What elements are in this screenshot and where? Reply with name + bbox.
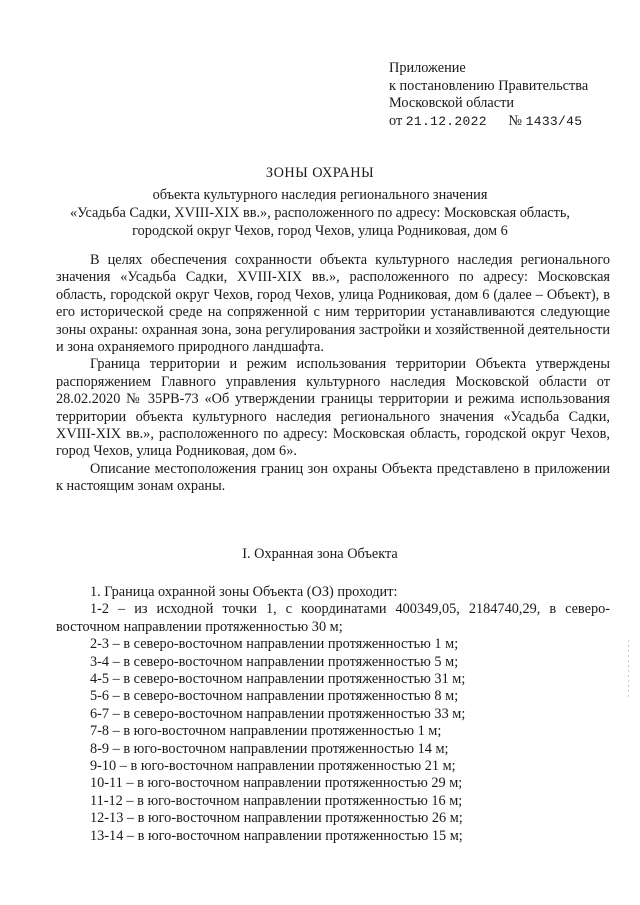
paragraph-description: Описание местоположения границ зон охраны Объекта представлено в приложении к настоящим зонам охраны. (56, 460, 610, 495)
title-line-1: объекта культурного наследия регионального значения (152, 187, 488, 203)
boundary-segment: 11-12 – в юго-восточном направлении протяженностью 16 м; (90, 792, 463, 809)
boundary-segment: 6-7 – в северо-восточном направлении протяженностью 33 м; (90, 705, 466, 722)
boundary-segment: 8-9 – в юго-восточном направлении протяженностью 14 м; (90, 740, 449, 757)
appendix-label: Приложение (389, 60, 466, 76)
boundary-segment: 7-8 – в юго-восточном направлении протяженностью 1 м; (90, 723, 442, 740)
section-heading: I. Охранная зона Объекта (242, 546, 398, 562)
boundary-segment: 12-13 – в юго-восточном направлении протяженностью 26 м; (90, 810, 463, 827)
boundary-segment: 4-5 – в северо-восточном направлении протяженностью 31 м; (90, 671, 466, 688)
scan-artifact (628, 640, 629, 700)
boundary-segment: 13-14 – в юго-восточном направлении протяженностью 15 м; (90, 827, 463, 844)
boundary-intro: 1. Граница охранной зоны Объекта (ОЗ) проходит: (90, 584, 398, 600)
boundary-segment: 3-4 – в северо-восточном направлении протяженностью 5 м; (90, 653, 459, 670)
document-title (40, 164, 600, 240)
number-prefix: № (508, 112, 523, 129)
boundary-segment: 10-11 – в юго-восточном направлении протяженностью 29 м; (90, 775, 463, 792)
preamble-text (56, 252, 610, 496)
handwritten-number: 1433/45 (525, 113, 583, 129)
boundary-segment: 5-6 – в северо-восточном направлении протяженностью 8 м; (90, 688, 459, 705)
appendix-region-line: Московской области (389, 95, 514, 111)
paragraph-territory: Граница территории и режим использования территории Объекта утверждены распоряжением Главного управления культурного наследия Московской области от 28.02.2020 № 35РВ-73 «Об утверждении границы территории и режима использования территории объекта культурного наследия регионального значения «Усадьба Садки, XVIII-XIX вв.», расположенного по адресу: Московская область, городской округ Чехов, город Чехов, улица Родниковая, дом 6». (56, 356, 610, 460)
boundary-description (56, 584, 610, 845)
boundary-segment-first: 1-2 – из исходной точки 1, с координатами 400349,05, 2184740,29, в северо-восточном направлении протяженностью 30 м; (56, 601, 610, 635)
boundary-segment-list (56, 636, 610, 845)
boundary-segment: 9-10 – в юго-восточном направлении протяженностью 21 м; (90, 758, 456, 775)
date-prefix: от (389, 112, 403, 129)
title-line-2: «Усадьба Садки, XVIII-XIX вв.», расположенного по адресу: Московская область, (69, 205, 570, 221)
paragraph-purpose: В целях обеспечения сохранности объекта культурного наследия регионального значения «Усадьба Садки, XVIII-XIX вв.», расположенного по адресу: Московская область, городской округ Чехов, город Чехов, улица Родниковая, дом 6 (далее – Объект), в его исторической среде на сопряженной с ним территории устанавливаются следующие зоны охраны: охранная зона, зона регулирования застройки и хозяйственной деятельности и зона охраняемого природного ландшафта. (56, 252, 610, 356)
title-line-3: городской округ Чехов, город Чехов, улица Родниковая, дом 6 (132, 223, 508, 239)
title-main: ЗОНЫ ОХРАНЫ (265, 165, 375, 181)
handwritten-date: 21.12.2022 (405, 113, 487, 129)
appendix-date-number-line (389, 113, 629, 131)
appendix-resolution-line: к постановлению Правительства (389, 77, 589, 94)
boundary-segment: 2-3 – в северо-восточном направлении протяженностью 1 м; (90, 636, 459, 653)
appendix-header (389, 60, 629, 130)
